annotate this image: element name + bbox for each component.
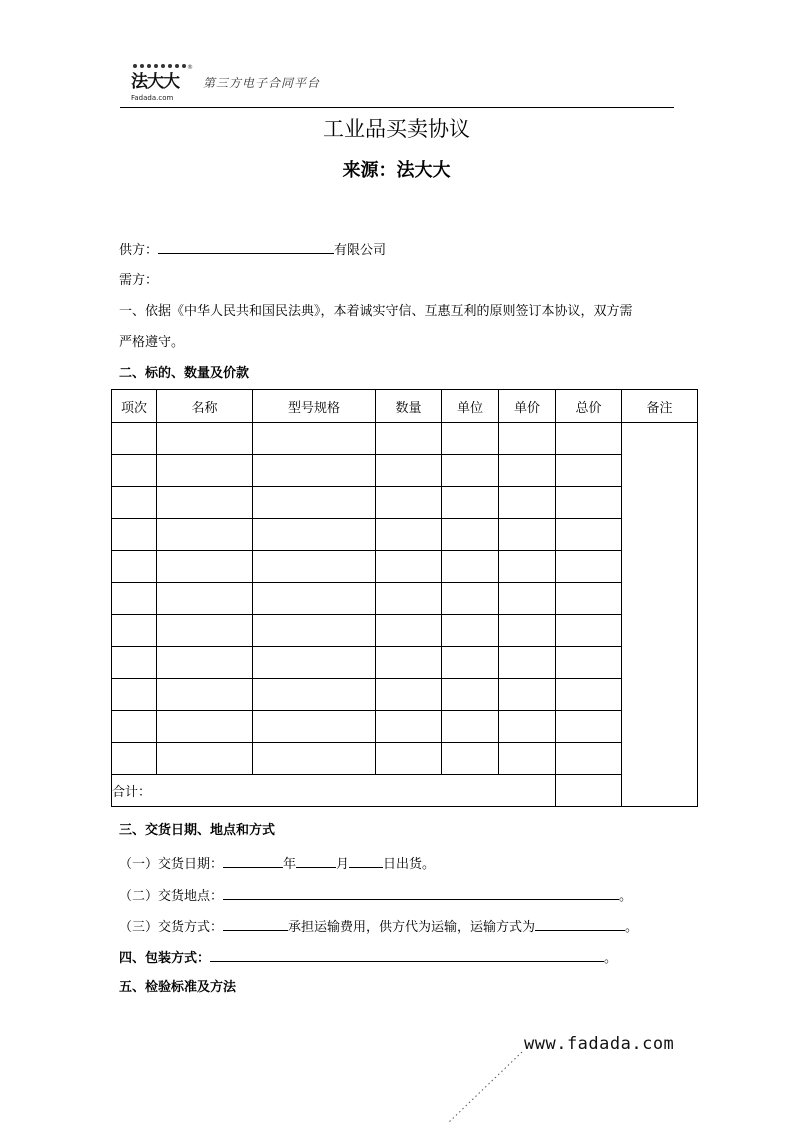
table-cell[interactable]	[499, 551, 556, 583]
table-cell[interactable]	[556, 551, 622, 583]
table-cell[interactable]	[157, 583, 253, 615]
total-label: 合计：	[112, 775, 556, 807]
table-row	[112, 711, 698, 743]
delivery-place-suffix: 。	[619, 889, 633, 904]
table-row	[112, 455, 698, 487]
delivery-date-suffix: 日出货。	[383, 857, 436, 872]
table-cell[interactable]	[499, 487, 556, 519]
table-cell[interactable]	[556, 679, 622, 711]
col-header-quantity: 数量	[376, 390, 442, 423]
table-cell[interactable]	[157, 647, 253, 679]
packaging-suffix: 。	[604, 951, 618, 966]
packaging-method-blank[interactable]	[210, 948, 604, 962]
table-cell[interactable]	[112, 647, 157, 679]
delivery-place-blank[interactable]	[223, 886, 619, 900]
table-cell[interactable]	[112, 487, 157, 519]
table-cell[interactable]	[442, 711, 499, 743]
table-cell[interactable]	[253, 583, 376, 615]
table-cell[interactable]	[112, 551, 157, 583]
supplier-line	[119, 240, 386, 260]
section4-title: 四、包装方式：	[119, 951, 211, 966]
table-cell[interactable]	[556, 487, 622, 519]
delivery-place-label: （二）交货地点：	[119, 889, 224, 904]
year-label: 年	[283, 857, 297, 872]
delivery-cost-party-blank[interactable]	[223, 917, 288, 931]
delivery-method-suffix: 。	[625, 920, 639, 935]
table-cell[interactable]	[556, 615, 622, 647]
table-cell[interactable]	[157, 423, 253, 455]
table-cell[interactable]	[157, 679, 253, 711]
document-title: 工业品买卖协议	[323, 117, 470, 141]
table-cell[interactable]	[112, 455, 157, 487]
delivery-date-label: （一）交货日期：	[119, 857, 224, 872]
fadada-logo	[131, 64, 191, 104]
table-cell[interactable]	[376, 455, 442, 487]
col-header-total-price: 总价	[556, 390, 622, 423]
table-row	[112, 519, 698, 551]
table-cell[interactable]	[442, 487, 499, 519]
table-cell[interactable]	[376, 519, 442, 551]
table-cell[interactable]	[112, 519, 157, 551]
dotted-decoration-icon	[440, 1050, 560, 1125]
col-header-remarks: 备注	[622, 390, 698, 423]
table-cell[interactable]	[376, 615, 442, 647]
table-cell[interactable]	[442, 519, 499, 551]
table-row	[112, 743, 698, 775]
table-cell[interactable]	[442, 743, 499, 775]
buyer-label: 需方：	[119, 273, 159, 288]
month-label: 月	[336, 857, 350, 872]
table-cell[interactable]	[442, 551, 499, 583]
table-cell[interactable]	[112, 583, 157, 615]
col-header-name: 名称	[157, 390, 253, 423]
table-cell[interactable]	[499, 647, 556, 679]
table-cell[interactable]	[157, 455, 253, 487]
header-slogan: 第三方电子合同平台	[203, 76, 321, 90]
table-cell[interactable]	[157, 615, 253, 647]
table-cell[interactable]	[253, 615, 376, 647]
supplier-name-blank[interactable]	[158, 240, 334, 254]
table-cell[interactable]	[499, 423, 556, 455]
table-cell[interactable]	[376, 487, 442, 519]
col-header-unit-price: 单价	[499, 390, 556, 423]
table-cell[interactable]	[442, 455, 499, 487]
packaging-line	[119, 948, 617, 968]
table-cell[interactable]	[499, 679, 556, 711]
logo-text: 法大大	[131, 72, 179, 92]
section5-title: 五、检验标准及方法	[119, 980, 237, 995]
transport-mode-blank[interactable]	[535, 917, 625, 931]
table-cell[interactable]	[499, 583, 556, 615]
table-cell[interactable]	[442, 647, 499, 679]
document-source: 来源：法大大	[342, 160, 451, 181]
table-cell[interactable]	[376, 583, 442, 615]
table-cell[interactable]	[442, 583, 499, 615]
table-cell[interactable]	[253, 455, 376, 487]
table-row	[112, 647, 698, 679]
table-cell[interactable]	[112, 711, 157, 743]
table-header-row	[112, 390, 698, 423]
registered-mark: ®	[187, 64, 193, 71]
logo-dots-icon	[133, 64, 189, 70]
table-cell[interactable]	[442, 423, 499, 455]
delivery-date-line	[119, 854, 435, 874]
col-header-spec: 型号规格	[253, 390, 376, 423]
table-cell[interactable]	[376, 551, 442, 583]
table-cell[interactable]	[376, 423, 442, 455]
table-total-row	[112, 775, 698, 807]
total-amount-cell[interactable]	[556, 775, 622, 807]
items-table	[111, 389, 698, 807]
table-cell[interactable]	[556, 743, 622, 775]
table-row	[112, 487, 698, 519]
table-cell[interactable]	[253, 743, 376, 775]
table-cell[interactable]	[157, 711, 253, 743]
buyer-line	[119, 272, 158, 290]
table-cell[interactable]	[157, 487, 253, 519]
col-header-index: 项次	[112, 390, 157, 423]
table-cell[interactable]	[499, 615, 556, 647]
table-cell[interactable]	[556, 519, 622, 551]
table-cell[interactable]	[556, 455, 622, 487]
table-cell[interactable]	[442, 679, 499, 711]
table-cell[interactable]	[556, 647, 622, 679]
table-cell[interactable]	[157, 743, 253, 775]
table-row	[112, 615, 698, 647]
remarks-cell[interactable]	[622, 423, 698, 807]
delivery-month-blank[interactable]	[296, 854, 336, 868]
section2-title: 二、标的、数量及价款	[119, 366, 250, 381]
table-cell[interactable]	[556, 423, 622, 455]
delivery-day-blank[interactable]	[349, 854, 383, 868]
table-cell[interactable]	[376, 711, 442, 743]
table-cell[interactable]	[499, 455, 556, 487]
delivery-year-blank[interactable]	[223, 854, 283, 868]
table-cell[interactable]	[112, 743, 157, 775]
table-cell[interactable]	[253, 519, 376, 551]
footer-url: www.fadada.com	[524, 1034, 675, 1054]
table-cell[interactable]	[253, 487, 376, 519]
table-cell[interactable]	[253, 647, 376, 679]
table-cell[interactable]	[499, 743, 556, 775]
table-cell[interactable]	[499, 519, 556, 551]
section3-title: 三、交货日期、地点和方式	[119, 823, 276, 838]
table-row	[112, 679, 698, 711]
clause1-line2: 严格遵守。	[119, 335, 185, 350]
table-cell[interactable]	[253, 711, 376, 743]
table-row	[112, 423, 698, 455]
delivery-method-line	[119, 917, 638, 937]
delivery-place-line	[119, 886, 632, 906]
table-cell[interactable]	[556, 583, 622, 615]
clause1-line1: 一、依据《中华人民共和国民法典》，本着诚实守信、互惠互利的原则签订本协议，双方需	[119, 304, 633, 319]
table-row	[112, 551, 698, 583]
table-cell[interactable]	[253, 551, 376, 583]
table-row	[112, 583, 698, 615]
table-cell[interactable]	[157, 551, 253, 583]
table-cell[interactable]	[253, 423, 376, 455]
table-cell[interactable]	[376, 647, 442, 679]
table-cell[interactable]	[157, 519, 253, 551]
table-cell[interactable]	[442, 615, 499, 647]
header-divider	[120, 107, 674, 108]
col-header-unit: 单位	[442, 390, 499, 423]
delivery-method-label: （三）交货方式：	[119, 920, 224, 935]
table-cell[interactable]	[556, 711, 622, 743]
delivery-method-middle: 承担运输费用，供方代为运输，运输方式为	[288, 920, 536, 935]
table-cell[interactable]	[112, 679, 157, 711]
supplier-label: 供方：	[119, 243, 159, 258]
table-cell[interactable]	[112, 423, 157, 455]
table-cell[interactable]	[499, 711, 556, 743]
logo-domain: Fadada.com	[131, 94, 174, 102]
table-cell[interactable]	[253, 679, 376, 711]
table-cell[interactable]	[376, 743, 442, 775]
supplier-suffix: 有限公司	[334, 243, 387, 258]
table-cell[interactable]	[376, 679, 442, 711]
table-cell[interactable]	[112, 615, 157, 647]
